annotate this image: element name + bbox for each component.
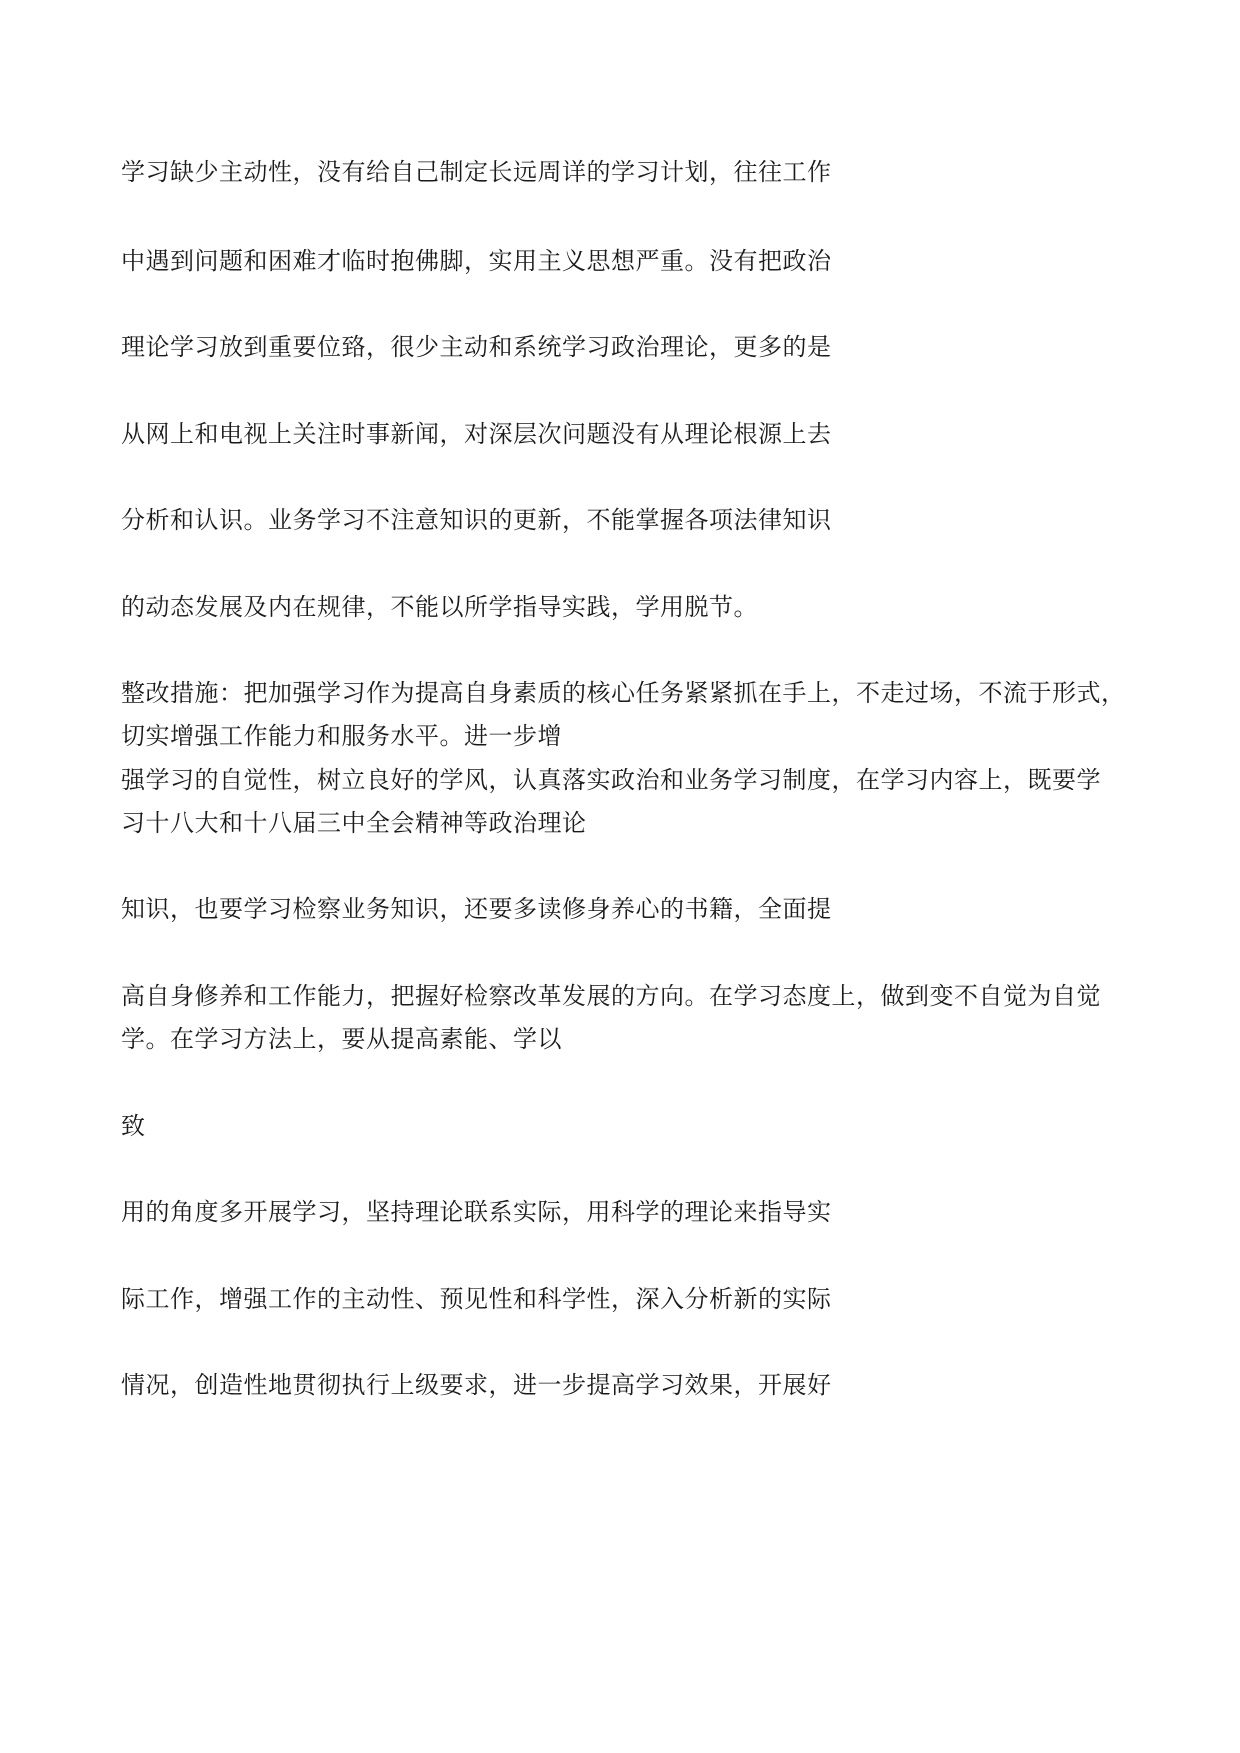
text-line: 情况，创造性地贯彻执行上级要求，进一步提高学习效果，开展好 xyxy=(121,1371,832,1399)
text-line: 强学习的自觉性，树立良好的学风，认真落实政治和业务学习制度，在学习内容上，既要学 xyxy=(121,766,1101,794)
text-line: 中遇到问题和困难才临时抱佛脚，实用主义思想严重。没有把政治 xyxy=(121,247,832,275)
text-line: 学习缺少主动性，没有给自己制定长远周详的学习计划，往往工作 xyxy=(121,158,832,186)
text-line: 的动态发展及内在规律，不能以所学指导实践，学用脱节。 xyxy=(121,593,758,621)
text-line: 理论学习放到重要位臵，很少主动和系统学习政治理论，更多的是 xyxy=(121,333,832,361)
text-line: 际工作，增强工作的主动性、预见性和科学性，深入分析新的实际 xyxy=(121,1285,832,1313)
text-line: 知识，也要学习检察业务知识，还要多读修身养心的书籍，全面提 xyxy=(121,895,832,923)
text-line: 用的角度多开展学习，坚持理论联系实际，用科学的理论来指导实 xyxy=(121,1198,832,1226)
text-line: 从网上和电视上关注时事新闻，对深层次问题没有从理论根源上去 xyxy=(121,420,832,448)
text-line: 学。在学习方法上，要从提高素能、学以 xyxy=(121,1025,562,1053)
text-line: 整改措施：把加强学习作为提高自身素质的核心任务紧紧抓在手上，不走过场，不流于形式， xyxy=(121,679,1126,707)
text-line: 切实增强工作能力和服务水平。进一步增 xyxy=(121,722,562,750)
text-line: 高自身修养和工作能力，把握好检察改革发展的方向。在学习态度上，做到变不自觉为自觉 xyxy=(121,982,1101,1010)
text-line: 分析和认识。业务学习不注意知识的更新，不能掌握各项法律知识 xyxy=(121,506,832,534)
text-line: 习十八大和十八届三中全会精神等政治理论 xyxy=(121,809,587,837)
text-line: 致 xyxy=(121,1112,146,1140)
